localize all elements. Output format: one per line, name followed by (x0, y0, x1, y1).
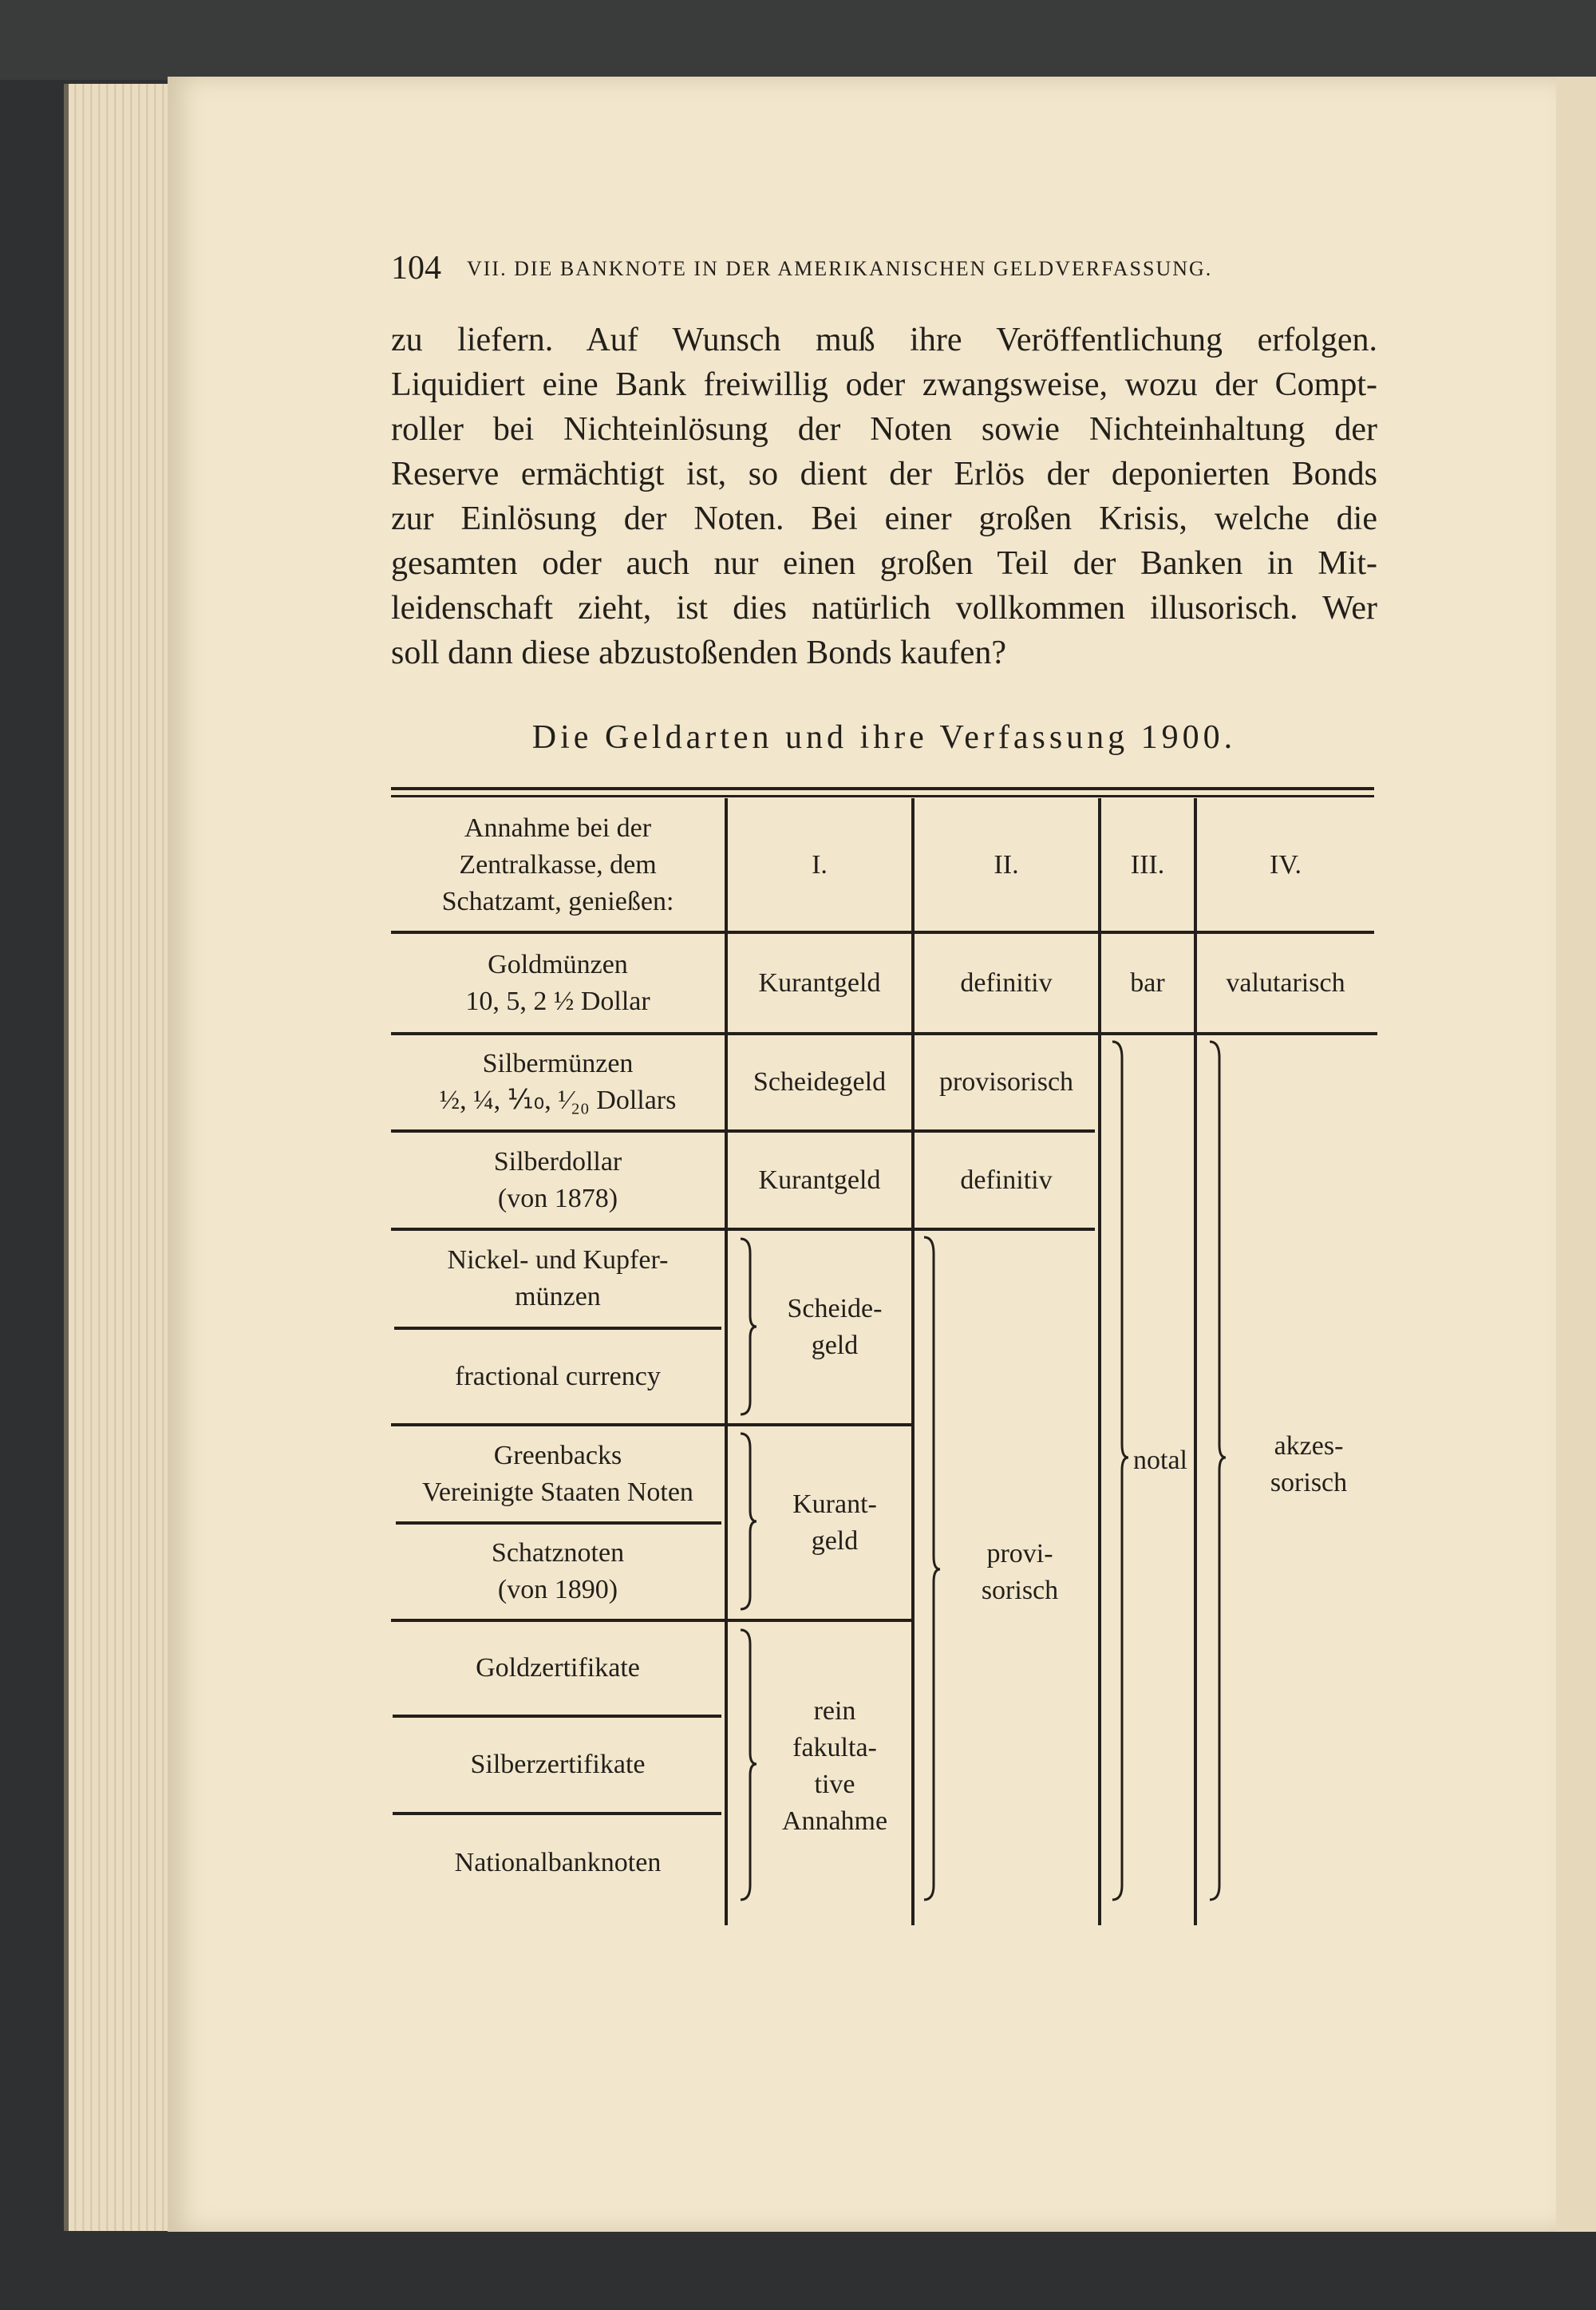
row-label-line: münzen (515, 1282, 601, 1311)
gold-col-ii: definitiv (960, 967, 1053, 998)
group-label-line: Annahme (781, 1806, 888, 1836)
group-label-line: provi- (986, 1539, 1053, 1568)
header-col-iii: III. (1130, 850, 1165, 880)
row-label-fractional: fractional currency (455, 1361, 661, 1391)
header-line: Schatzamt, genießen: (441, 887, 674, 916)
row-label-line: 10, 5, 2 ½ Dollar (465, 986, 650, 1016)
row-label-line: Nickel- und Kupfer- (447, 1245, 669, 1275)
row-label-line: (von 1878) (497, 1183, 618, 1213)
group-label-line: geld (811, 1330, 859, 1360)
gold-col-iv: valutarisch (1226, 967, 1345, 998)
group-label-line: fakulta- (792, 1733, 877, 1762)
body-line: Liquidiert eine Bank freiwillig oder zwangsweise, wozu der Compt- (391, 366, 1377, 403)
silber-col-ii: provisorisch (938, 1067, 1074, 1097)
row-label-nationalbanknoten: Nationalbanknoten (454, 1848, 662, 1877)
book-page-edges (64, 84, 180, 2231)
row-label-line: ½, ¼, ⅒, ¹⁄₂₀ Dollars (439, 1086, 677, 1115)
running-head (391, 249, 1373, 289)
row-label-goldzertifikate: Goldzertifikate (476, 1653, 640, 1683)
group-label-line: sorisch (1270, 1468, 1348, 1497)
row-label-silberzertifikate: Silberzertifikate (470, 1750, 646, 1779)
row-label-line: Vereinigte Staaten Noten (422, 1477, 693, 1507)
header-line: Annahme bei der (464, 813, 652, 843)
header-col-ii: II. (994, 850, 1019, 880)
silber-col-i: Scheidegeld (753, 1067, 887, 1097)
body-line: gesamten oder auch nur einen großen Teil der Banken in Mit- (391, 545, 1377, 582)
header-col-i: I. (812, 850, 828, 880)
header-col-iv: IV. (1270, 850, 1302, 880)
backdrop (0, 0, 1596, 80)
silberdollar-col-i: Kurantgeld (758, 1165, 881, 1195)
silberdollar-col-ii: definitiv (960, 1165, 1053, 1195)
page-number: 104 (391, 250, 441, 287)
group-label-line: sorisch (981, 1576, 1059, 1605)
group-label-line: geld (811, 1525, 859, 1556)
row-label-line: (von 1890) (497, 1575, 618, 1604)
notal-group-col-iii: notal (1133, 1446, 1187, 1475)
header-line: Zentralkasse, dem (459, 850, 657, 880)
row-label-line: Greenbacks (493, 1440, 622, 1470)
group-label-line: rein (813, 1696, 856, 1726)
table-title: Die Geldarten und ihre Verfassung 1900. (531, 719, 1237, 756)
body-line: leidenschaft zieht, ist dies natürlich vollkommen illusorisch. Wer (391, 590, 1377, 627)
row-label-line: Silberdollar (493, 1146, 622, 1177)
row-label-line: Goldmünzen (488, 949, 628, 979)
body-line: roller bei Nichteinlösung der Noten sowie Nichteinhaltung der (391, 411, 1377, 448)
body-line: soll dann diese abzustoßenden Bonds kaufen? (391, 635, 1006, 671)
body-line: zu liefern. Auf Wunsch muß ihre Veröffentlichung erfolgen. (391, 322, 1377, 358)
gold-col-iii: bar (1130, 967, 1165, 998)
gold-col-i: Kurantgeld (758, 967, 881, 998)
group-label-line: Kurant- (792, 1489, 877, 1519)
body-paragraph (391, 318, 1377, 675)
group-label-line: tive (814, 1770, 855, 1799)
body-line: zur Einlösung der Noten. Bei einer großen Krisis, welche die (391, 500, 1377, 537)
group-label-line: Scheide- (787, 1293, 883, 1323)
row-label-line: Silbermünzen (482, 1049, 634, 1078)
chapter-title: VII. DIE BANKNOTE IN DER AMERIKANISCHEN GELDVERFASSUNG. (467, 257, 1213, 280)
group-label-line: akzes- (1274, 1431, 1344, 1461)
body-line: Reserve ermächtigt ist, so dient der Erlös der deponierten Bonds (391, 456, 1377, 492)
row-label-line: Schatznoten (491, 1538, 625, 1568)
next-page-edge (1556, 77, 1596, 2232)
